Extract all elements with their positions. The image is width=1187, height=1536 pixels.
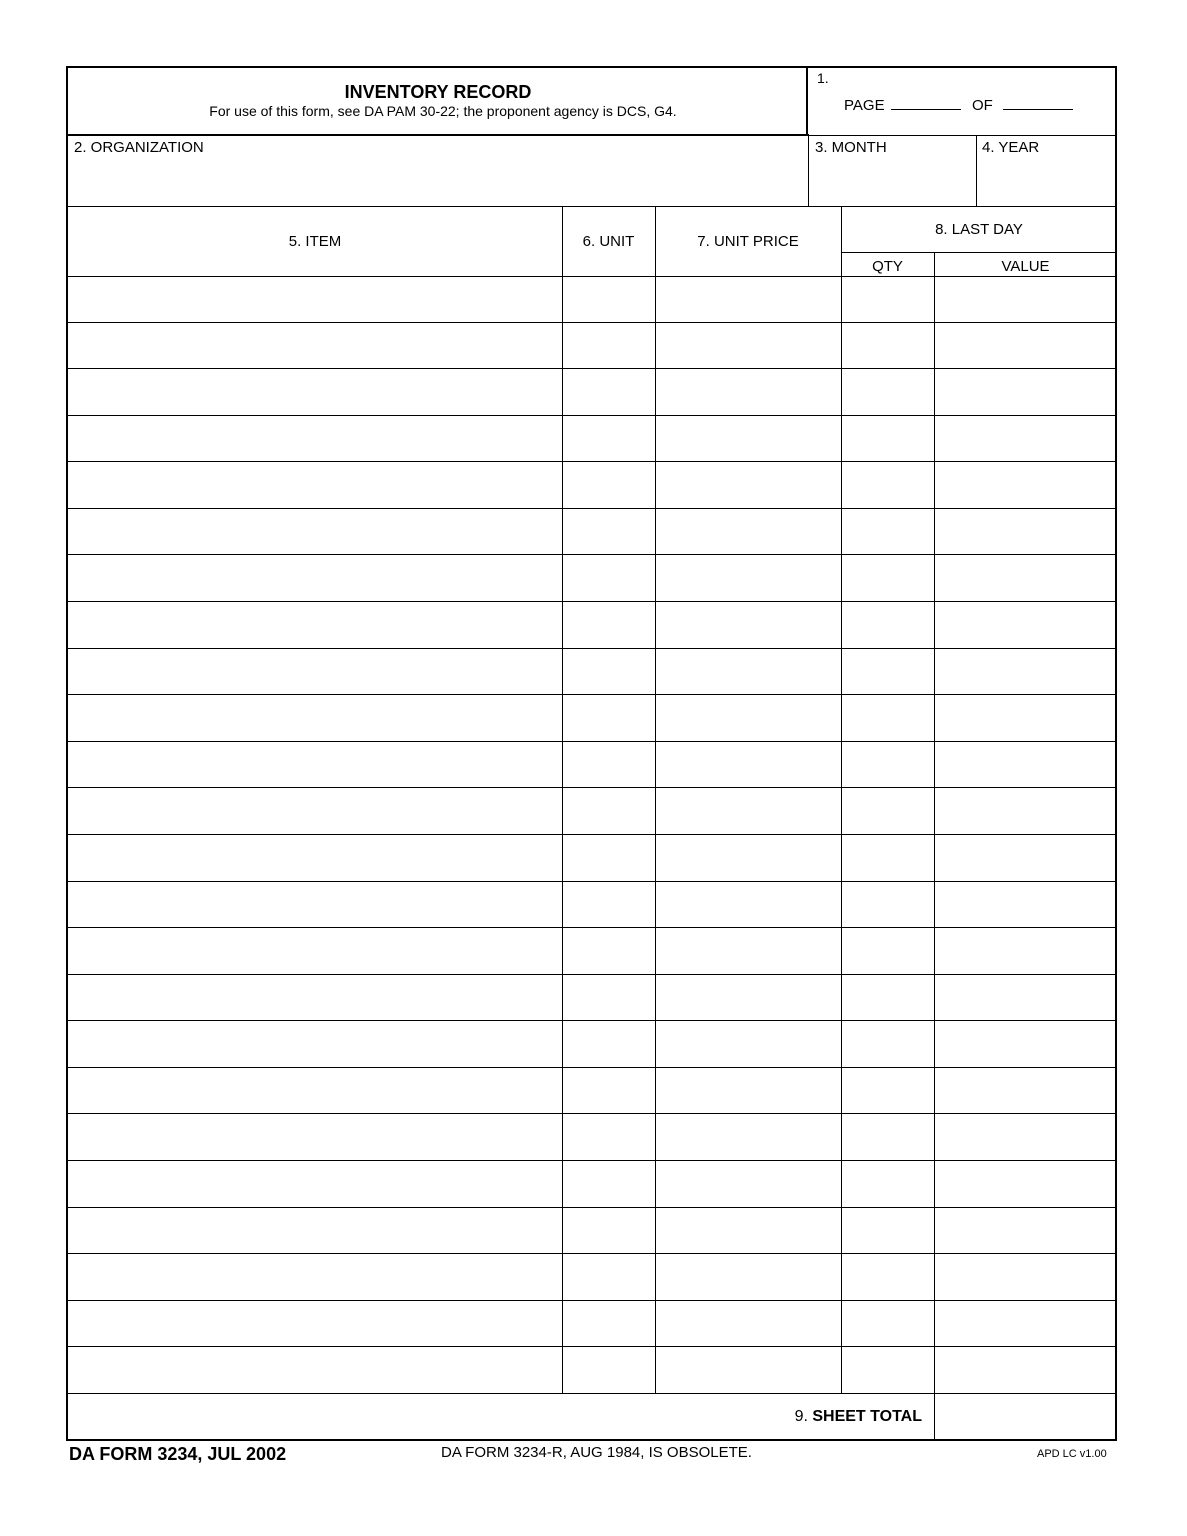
value-cell[interactable] (934, 1115, 1115, 1161)
qty-cell[interactable] (841, 1021, 934, 1067)
item-cell[interactable] (68, 975, 562, 1021)
table-row (68, 1208, 1115, 1255)
title-divider (806, 68, 808, 136)
unit-cell[interactable] (562, 695, 655, 741)
qty-cell[interactable] (841, 556, 934, 602)
table-row (68, 1254, 1115, 1301)
unit-cell[interactable] (562, 602, 655, 648)
block1-number: 1. (817, 70, 829, 86)
item-cell[interactable] (68, 1254, 562, 1300)
table-row (68, 276, 1115, 323)
form-identifier: DA FORM 3234, JUL 2002 (69, 1444, 287, 1464)
value-cell[interactable] (934, 742, 1115, 788)
table-row (68, 928, 1115, 975)
item-cell[interactable] (68, 649, 562, 695)
item-cell[interactable] (68, 276, 562, 322)
table-row (68, 1115, 1115, 1162)
qty-cell[interactable] (841, 416, 934, 462)
unit-price-cell[interactable] (655, 882, 841, 928)
page-total-blank[interactable] (1003, 97, 1073, 110)
qty-cell[interactable] (841, 1208, 934, 1254)
table-row (68, 1301, 1115, 1348)
table-row (68, 975, 1115, 1022)
org-bottom-border (68, 206, 1117, 207)
unit-price-cell[interactable] (655, 462, 841, 508)
unit-price-cell[interactable] (655, 602, 841, 648)
unit-cell[interactable] (562, 1301, 655, 1347)
unit-price-cell[interactable] (655, 1301, 841, 1347)
table-row (68, 1021, 1115, 1068)
unit-price-cell[interactable] (655, 975, 841, 1021)
value-cell[interactable] (934, 1068, 1115, 1114)
table-row (68, 1347, 1115, 1394)
obsolete-note: DA FORM 3234-R, AUG 1984, IS OBSOLETE. (441, 1444, 752, 1461)
unit-cell[interactable] (562, 276, 655, 322)
unit-cell[interactable] (562, 975, 655, 1021)
qty-cell[interactable] (841, 369, 934, 415)
unit-cell[interactable] (562, 416, 655, 462)
table-row (68, 742, 1115, 789)
qty-cell[interactable] (841, 695, 934, 741)
value-cell[interactable] (934, 462, 1115, 508)
value-cell[interactable] (934, 416, 1115, 462)
qty-cell[interactable] (841, 462, 934, 508)
item-cell[interactable] (68, 835, 562, 881)
form-title: INVENTORY RECORD (344, 82, 532, 102)
value-cell[interactable] (934, 1161, 1115, 1207)
item-cell[interactable] (68, 928, 562, 974)
item-cell[interactable] (68, 695, 562, 741)
item-cell[interactable] (68, 1161, 562, 1207)
unit-price-cell[interactable] (655, 1254, 841, 1300)
unit-price-cell[interactable] (655, 1161, 841, 1207)
value-cell[interactable] (934, 788, 1115, 834)
value-cell[interactable] (934, 369, 1115, 415)
table-row (68, 509, 1115, 556)
qty-cell[interactable] (841, 323, 934, 369)
month-label: 3. MONTH (815, 139, 887, 156)
qty-cell[interactable] (841, 602, 934, 648)
page-label: PAGE (844, 97, 885, 114)
qty-cell[interactable] (841, 1161, 934, 1207)
table-row (68, 602, 1115, 649)
value-column-header: VALUE (1001, 258, 1050, 275)
unit-price-cell[interactable] (655, 695, 841, 741)
table-row (68, 835, 1115, 882)
qty-cell[interactable] (841, 975, 934, 1021)
value-cell[interactable] (934, 928, 1115, 974)
unit-cell[interactable] (562, 1347, 655, 1393)
item-cell[interactable] (68, 1115, 562, 1161)
qty-cell[interactable] (841, 928, 934, 974)
unit-column-header: 6. UNIT (582, 233, 635, 250)
value-cell[interactable] (934, 975, 1115, 1021)
item-cell[interactable] (68, 1347, 562, 1393)
title-bottom-border (68, 134, 809, 136)
unit-cell[interactable] (562, 1115, 655, 1161)
item-cell[interactable] (68, 1021, 562, 1067)
qty-cell[interactable] (841, 509, 934, 555)
unit-cell[interactable] (562, 509, 655, 555)
item-cell[interactable] (68, 509, 562, 555)
table-row (68, 1161, 1115, 1208)
unit-price-cell[interactable] (655, 835, 841, 881)
of-label: OF (972, 97, 993, 114)
table-row (68, 649, 1115, 696)
unit-cell[interactable] (562, 1068, 655, 1114)
unit-price-cell[interactable] (655, 509, 841, 555)
unit-price-cell[interactable] (655, 369, 841, 415)
table-row (68, 556, 1115, 603)
qty-column-header: QTY (872, 258, 903, 275)
unit-cell[interactable] (562, 649, 655, 695)
table-row (68, 695, 1115, 742)
unit-price-cell[interactable] (655, 1021, 841, 1067)
unit-price-cell[interactable] (655, 742, 841, 788)
value-cell[interactable] (934, 602, 1115, 648)
year-field[interactable] (978, 160, 1115, 204)
organization-label: 2. ORGANIZATION (74, 139, 204, 156)
unit-price-cell[interactable] (655, 788, 841, 834)
sheet-total-value-field[interactable] (936, 1395, 1115, 1439)
table-row (68, 416, 1115, 463)
last-day-divider (841, 252, 1117, 253)
qty-cell[interactable] (841, 1068, 934, 1114)
inventory-record-form (66, 66, 1117, 1441)
item-cell[interactable] (68, 1068, 562, 1114)
qty-cell[interactable] (841, 1115, 934, 1161)
value-cell[interactable] (934, 649, 1115, 695)
unit-cell[interactable] (562, 788, 655, 834)
page-bottom-border (807, 135, 1117, 136)
item-cell[interactable] (68, 369, 562, 415)
value-cell[interactable] (934, 1347, 1115, 1393)
form-subtitle: For use of this form, see DA PAM 30-22; the proponent agency is DCS, G4. (209, 103, 677, 119)
unit-price-cell[interactable] (655, 1068, 841, 1114)
item-cell[interactable] (68, 1301, 562, 1347)
value-cell[interactable] (934, 1254, 1115, 1300)
unit-cell[interactable] (562, 928, 655, 974)
year-label: 4. YEAR (982, 139, 1040, 156)
unit-cell[interactable] (562, 462, 655, 508)
value-cell[interactable] (934, 1208, 1115, 1254)
unit-price-cell[interactable] (655, 276, 841, 322)
value-cell[interactable] (934, 323, 1115, 369)
month-divider (808, 135, 809, 206)
of-field[interactable] (972, 97, 1073, 114)
unit-cell[interactable] (562, 369, 655, 415)
sheet-total-label (668, 1408, 922, 1426)
qty-cell[interactable] (841, 1301, 934, 1347)
qty-cell[interactable] (841, 1347, 934, 1393)
item-cell[interactable] (68, 556, 562, 602)
unit-price-column-header: 7. UNIT PRICE (697, 233, 799, 250)
item-cell[interactable] (68, 462, 562, 508)
qty-cell[interactable] (841, 835, 934, 881)
unit-cell[interactable] (562, 1208, 655, 1254)
qty-cell[interactable] (841, 1254, 934, 1300)
qty-cell[interactable] (841, 742, 934, 788)
unit-price-cell[interactable] (655, 1115, 841, 1161)
unit-cell[interactable] (562, 556, 655, 602)
sheet-total-text: SHEET TOTAL (812, 1408, 922, 1425)
qty-cell[interactable] (841, 276, 934, 322)
table-row (68, 882, 1115, 929)
organization-field[interactable] (70, 160, 805, 204)
sheet-total-number: 9. (794, 1408, 808, 1425)
page-number-blank[interactable] (891, 97, 961, 110)
item-cell[interactable] (68, 788, 562, 834)
item-cell[interactable] (68, 323, 562, 369)
unit-price-cell[interactable] (655, 323, 841, 369)
unit-price-cell[interactable] (655, 416, 841, 462)
qty-cell[interactable] (841, 649, 934, 695)
unit-cell[interactable] (562, 1161, 655, 1207)
value-cell[interactable] (934, 835, 1115, 881)
value-cell[interactable] (934, 509, 1115, 555)
item-column-header: 5. ITEM (288, 233, 342, 250)
unit-cell[interactable] (562, 1254, 655, 1300)
table-row (68, 788, 1115, 835)
value-cell[interactable] (934, 695, 1115, 741)
unit-price-cell[interactable] (655, 556, 841, 602)
table-row (68, 462, 1115, 509)
unit-cell[interactable] (562, 882, 655, 928)
last-day-column-header: 8. LAST DAY (935, 221, 1023, 238)
item-cell[interactable] (68, 742, 562, 788)
value-cell[interactable] (934, 882, 1115, 928)
month-field[interactable] (810, 160, 975, 204)
item-cell[interactable] (68, 882, 562, 928)
unit-price-cell[interactable] (655, 1347, 841, 1393)
unit-price-cell[interactable] (655, 1208, 841, 1254)
qty-cell[interactable] (841, 788, 934, 834)
version-label: APD LC v1.00 (1037, 1448, 1107, 1460)
table-row (68, 369, 1115, 416)
unit-price-cell[interactable] (655, 649, 841, 695)
table-row (68, 1068, 1115, 1115)
value-cell[interactable] (934, 1021, 1115, 1067)
item-cell[interactable] (68, 1208, 562, 1254)
value-cell[interactable] (934, 276, 1115, 322)
value-cell[interactable] (934, 556, 1115, 602)
qty-cell[interactable] (841, 882, 934, 928)
year-divider (976, 135, 977, 206)
unit-cell[interactable] (562, 323, 655, 369)
value-cell[interactable] (934, 1301, 1115, 1347)
unit-cell[interactable] (562, 1021, 655, 1067)
unit-cell[interactable] (562, 742, 655, 788)
page-field[interactable] (844, 97, 961, 114)
unit-price-cell[interactable] (655, 928, 841, 974)
unit-cell[interactable] (562, 835, 655, 881)
table-row (68, 323, 1115, 370)
item-cell[interactable] (68, 602, 562, 648)
item-cell[interactable] (68, 416, 562, 462)
